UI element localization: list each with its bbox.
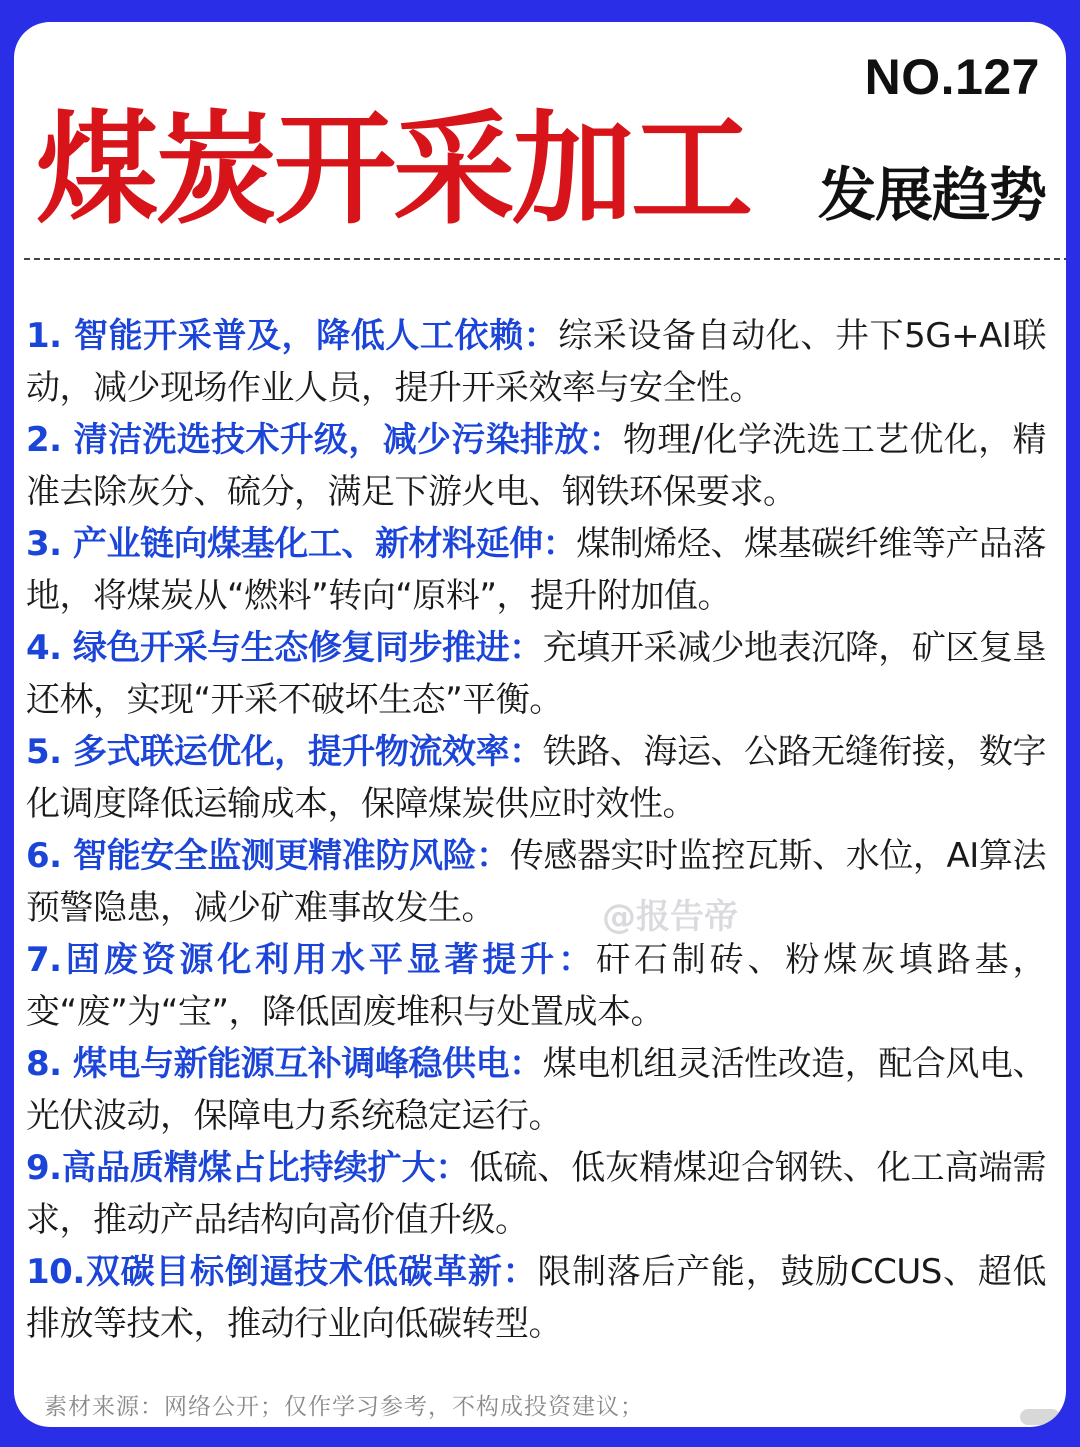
trend-item-3 (26, 518, 1046, 622)
trend-item-2 (26, 414, 1046, 518)
trend-heading: 10.双碳目标倒逼技术低碳革新： (26, 1252, 538, 1292)
corner-badge (1020, 1409, 1060, 1425)
source-note: 素材来源：网络公开；仅作学习参考，不构成投资建议； (44, 1394, 644, 1420)
trend-item-5 (26, 726, 1046, 830)
trend-heading: 3. 产业链向煤基化工、新材料延伸： (26, 524, 577, 564)
trend-description: 煤制烯烃、煤基碳纤维等产品落地，将煤炭从“燃料”转向“原料”，提升附加值。 (26, 524, 1046, 616)
trend-list (26, 310, 1046, 1350)
trend-heading: 2. 清洁洗选技术升级，减少污染排放： (26, 420, 624, 460)
dashed-divider (24, 258, 1066, 260)
trend-heading: 8. 煤电与新能源互补调峰稳供电： (26, 1044, 543, 1084)
watermark: @报告帝 (602, 897, 738, 937)
trend-heading: 4. 绿色开采与生态修复同步推进： (26, 628, 543, 668)
trend-description: 综采设备自动化、井下5G+AI联动，减少现场作业人员，提升开采效率与安全性。 (26, 316, 1046, 408)
trend-heading: 5. 多式联运优化，提升物流效率： (26, 732, 543, 772)
page-title: 煤炭开采加工 (36, 99, 750, 241)
trend-item-9 (26, 1142, 1046, 1246)
trend-description: 煤电机组灵活性改造，配合风电、光伏波动，保障电力系统稳定运行。 (26, 1044, 1046, 1136)
trend-description: 低硫、低灰精煤迎合钢铁、化工高端需求，推动产品结构向高价值升级。 (26, 1148, 1047, 1240)
trend-item-1 (26, 310, 1046, 414)
trend-description: 限制落后产能，鼓励CCUS、超低排放等技术，推动行业向低碳转型。 (26, 1252, 1046, 1344)
trend-item-10 (26, 1246, 1046, 1350)
trend-heading: 6. 智能安全监测更精准防风险： (26, 836, 510, 876)
trend-description: 物理/化学洗选工艺优化，精准去除灰分、硫分，满足下游火电、钢铁环保要求。 (26, 420, 1046, 512)
content-card (14, 22, 1066, 1427)
trend-description: 充填开采减少地表沉降，矿区复垦还林，实现“开采不破坏生态”平衡。 (26, 628, 1046, 720)
trend-heading: 9.高品质精煤占比持续扩大： (26, 1148, 470, 1188)
trend-item-6 (26, 830, 1046, 937)
trend-description: 传感器实时监控瓦斯、水位，AI算法预警隐患，减少矿难事故发生。 (26, 836, 1046, 928)
trend-item-7 (26, 934, 1046, 1038)
trend-heading: 1. 智能开采普及，降低人工依赖： (26, 316, 559, 356)
trend-description: 铁路、海运、公路无缝衔接，数字化调度降低运输成本，保障煤炭供应时效性。 (26, 732, 1046, 824)
trend-heading: 7.固废资源化利用水平显著提升： (26, 940, 597, 980)
page-subtitle: 发展趋势 (817, 161, 1046, 229)
trend-item-8 (26, 1038, 1046, 1142)
issue-number: NO.127 (864, 49, 1040, 105)
trend-description: 矸石制砖、粉煤灰填路基，变“废”为“宝”，降低固废堆积与处置成本。 (26, 940, 1047, 1032)
trend-item-4 (26, 622, 1046, 726)
